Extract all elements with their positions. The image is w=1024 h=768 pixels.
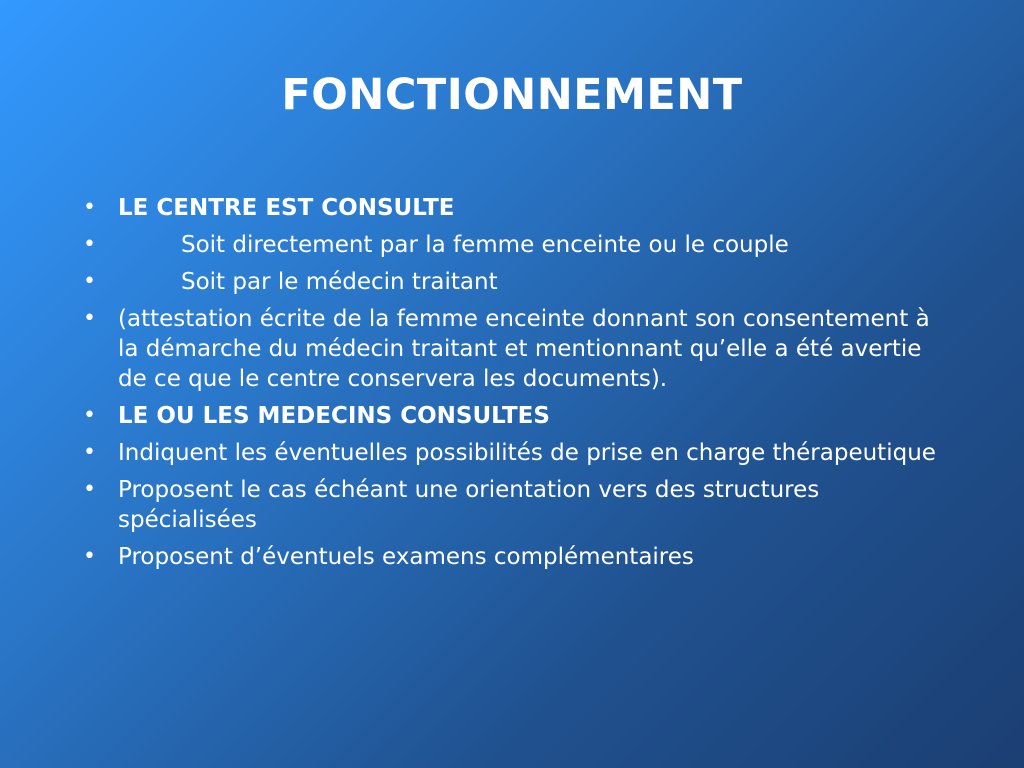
bullet-text: Proposent le cas échéant une orientation vers des structures spécialisées bbox=[118, 477, 820, 533]
bullet-text: (attestation écrite de la femme enceinte donnant son consentement à la démarche du médecin traitant et mentionnant qu’elle a été avertie de ce que le centre conservera les documents). bbox=[118, 306, 930, 392]
bullet-item bbox=[83, 401, 953, 431]
bullet-item bbox=[83, 267, 953, 297]
bullet-text: LE CENTRE EST CONSULTE bbox=[118, 195, 455, 221]
bullet-item bbox=[83, 304, 953, 394]
bullet-text: Soit directement par la femme enceinte ou le couple bbox=[181, 232, 789, 258]
bullet-text: Soit par le médecin traitant bbox=[181, 269, 498, 295]
bullet-dot-icon: • bbox=[83, 195, 96, 220]
bullet-text: LE OU LES MEDECINS CONSULTES bbox=[118, 403, 550, 429]
bullet-item bbox=[83, 438, 953, 468]
bullet-item bbox=[83, 193, 953, 223]
bullet-dot-icon: • bbox=[83, 477, 96, 502]
bullet-dot-icon: • bbox=[83, 403, 96, 428]
bullet-dot-icon: • bbox=[83, 440, 96, 465]
bullet-item bbox=[83, 542, 953, 572]
bullet-dot-icon: • bbox=[83, 306, 96, 331]
bullet-item bbox=[83, 230, 953, 260]
slide-title: FONCTIONNEMENT bbox=[281, 70, 743, 120]
bullet-dot-icon: • bbox=[83, 544, 96, 569]
bullet-item bbox=[83, 475, 953, 535]
bullet-text: Indiquent les éventuelles possibilités de prise en charge thérapeutique bbox=[118, 440, 936, 466]
bullet-dot-icon: • bbox=[83, 232, 96, 257]
bullet-text: Proposent d’éventuels examens complémentaires bbox=[118, 544, 694, 570]
bullet-list bbox=[83, 193, 953, 579]
bullet-dot-icon: • bbox=[83, 269, 96, 294]
